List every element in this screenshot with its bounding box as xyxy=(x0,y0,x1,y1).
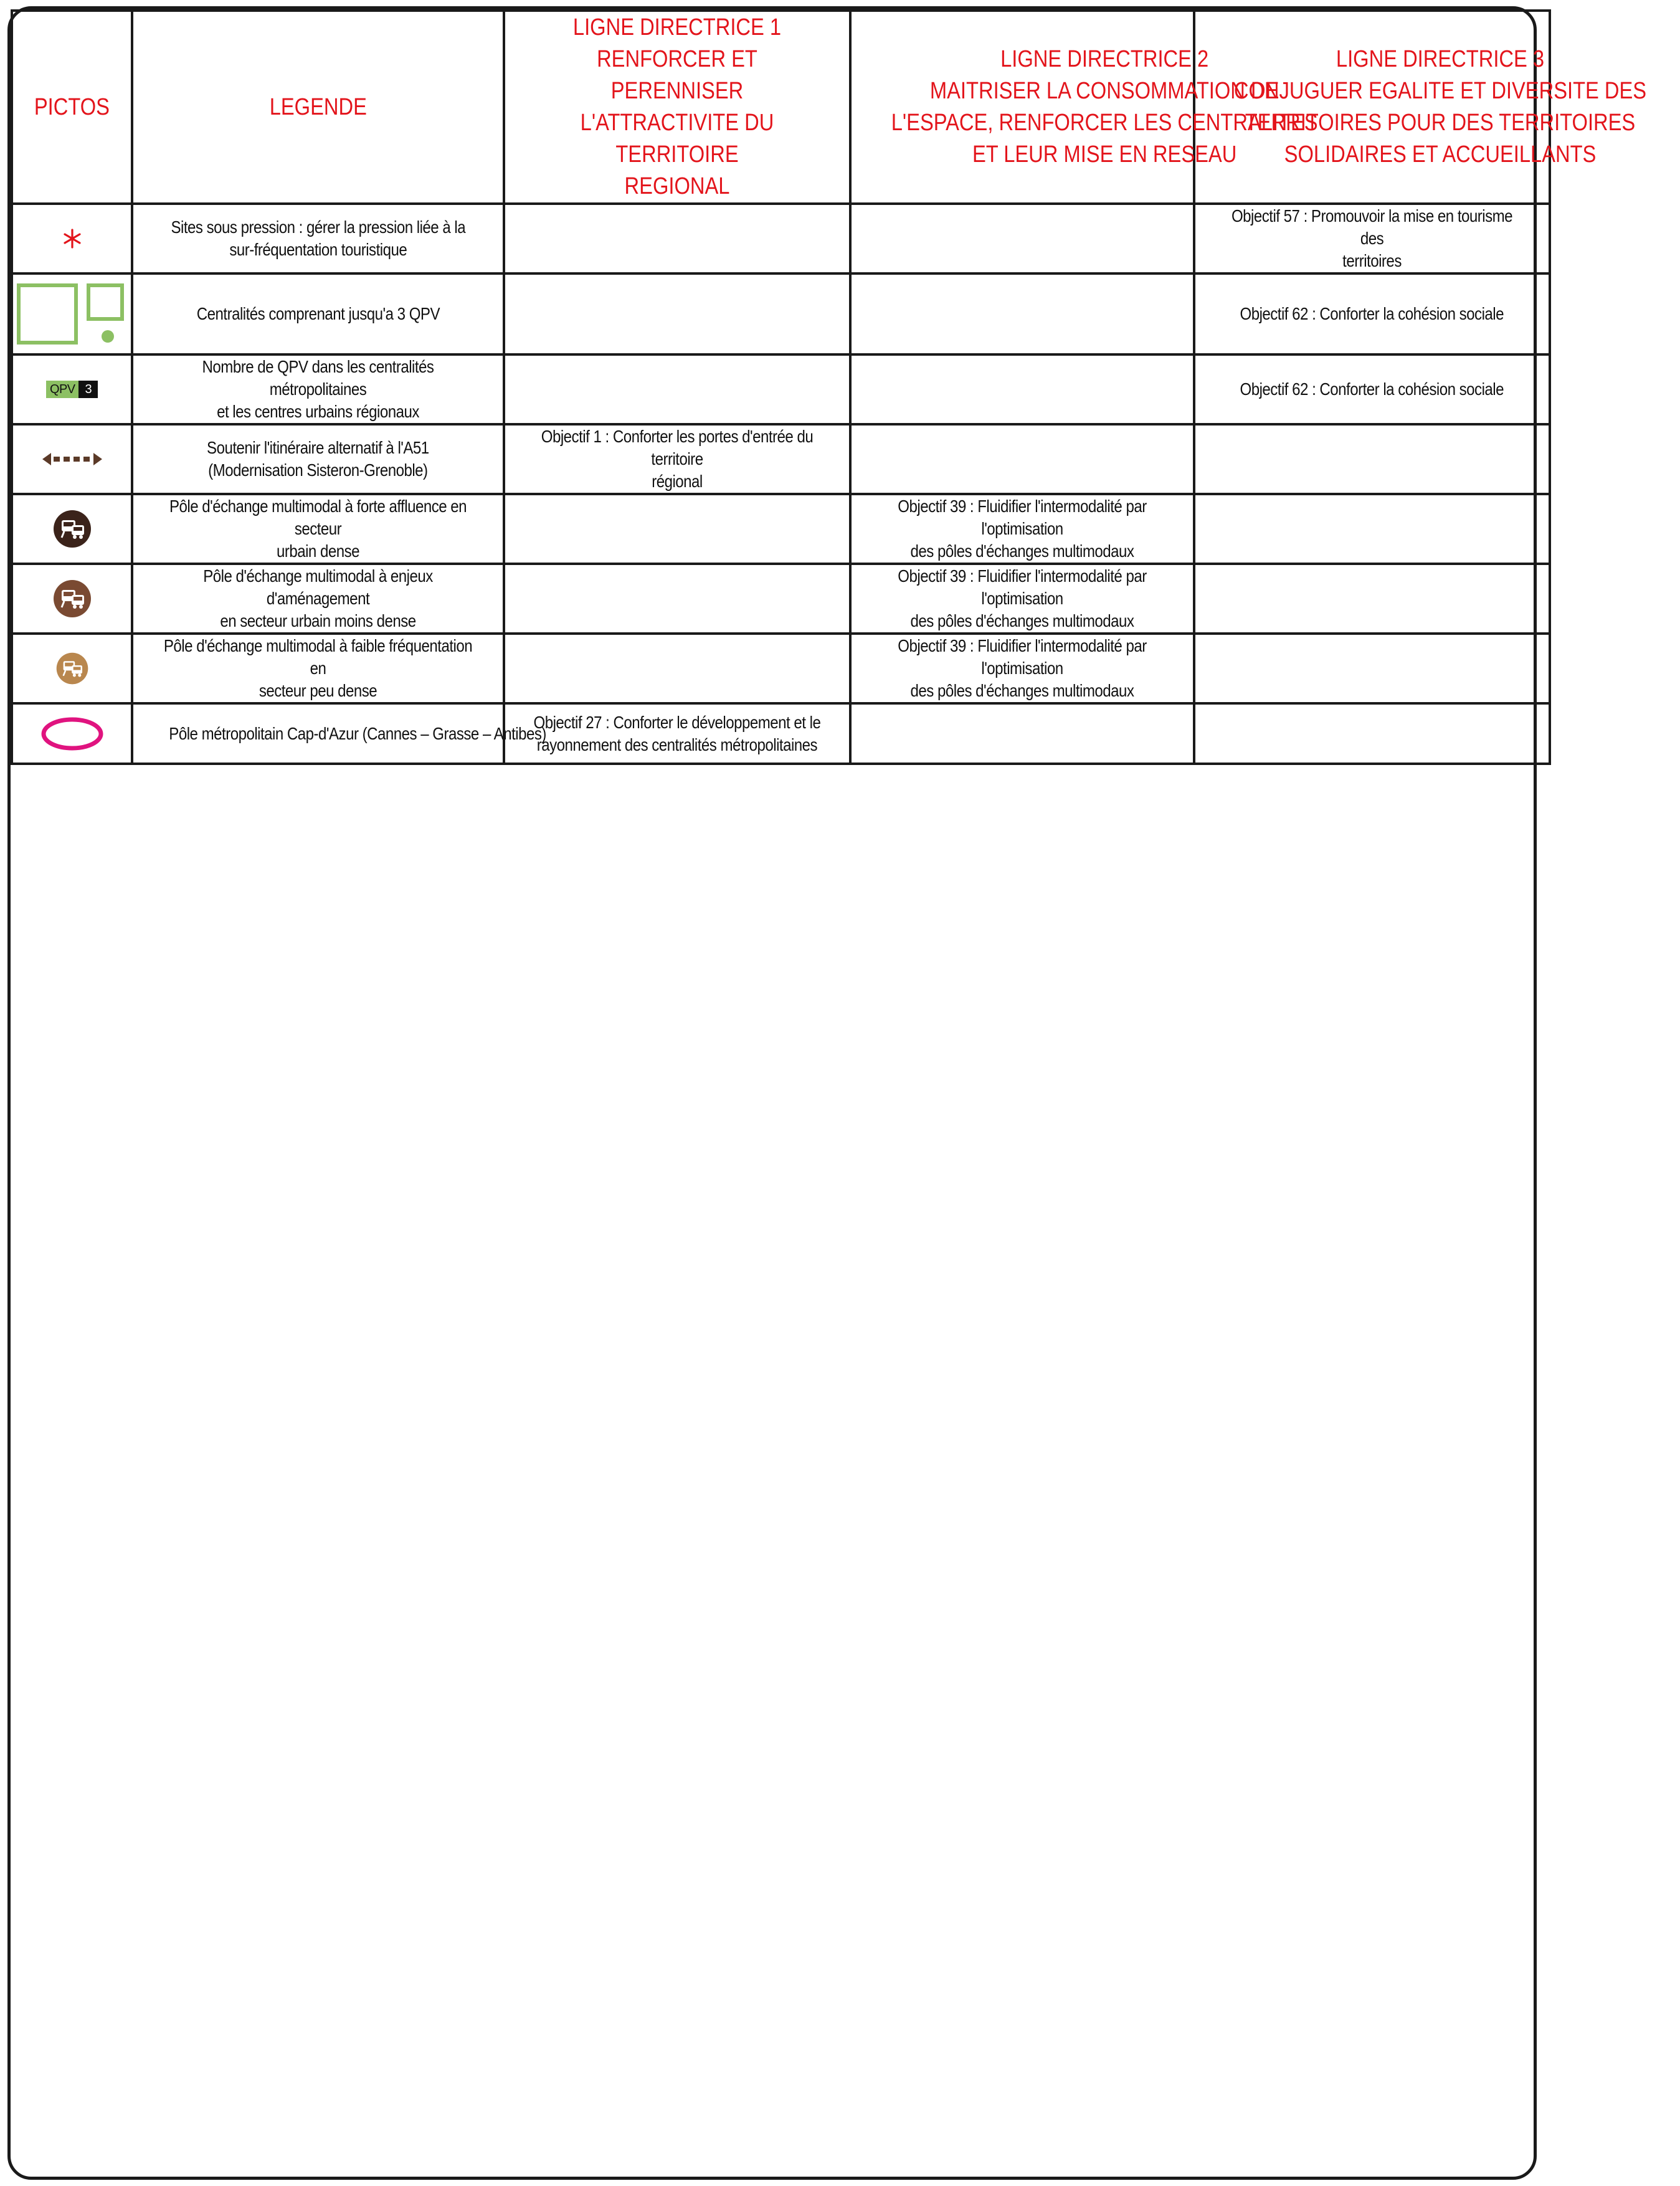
ld1-cell xyxy=(504,634,850,703)
picto-cell xyxy=(12,564,132,634)
ld3-cell xyxy=(1194,424,1550,494)
ld1-cell xyxy=(504,273,850,354)
legend-cell: Sites sous pression : gérer la pression liée à la sur-fréquentation touristique xyxy=(132,204,504,273)
table-row xyxy=(12,424,1550,494)
header-pictos: PICTOS xyxy=(12,11,132,204)
picto-cell xyxy=(12,204,132,273)
table-row xyxy=(12,273,1550,354)
table-row xyxy=(12,564,1550,634)
ld2-cell: Objectif 39 : Fluidifier l'intermodalité par l'optimisation des pôles d'échanges multimodaux xyxy=(850,634,1194,703)
legend-cell: Nombre de QPV dans les centralités métropolitaines et les centres urbains régionaux xyxy=(132,354,504,424)
picto-cell xyxy=(12,634,132,703)
ld3-cell: Objectif 62 : Conforter la cohésion sociale xyxy=(1194,354,1550,424)
ld1-cell xyxy=(504,564,850,634)
legend-cell: Pôle métropolitain Cap-d'Azur (Cannes – Grasse – Antibes) xyxy=(132,703,504,764)
picto-cell xyxy=(12,273,132,354)
picto-cell xyxy=(12,354,132,424)
header-ligne-directrice-2: LIGNE DIRECTRICE 2 MAITRISER LA CONSOMMATION DE L'ESPACE, RENFORCER LES CENTRALITES ET LEUR MISE EN RESEAU xyxy=(850,11,1194,204)
picto-cell xyxy=(12,494,132,564)
ld1-cell xyxy=(504,204,850,273)
ld2-cell xyxy=(850,703,1194,764)
legend-cell: Pôle d'échange multimodal à forte affluence en secteur urbain dense xyxy=(132,494,504,564)
ld2-cell xyxy=(850,273,1194,354)
picto-cell xyxy=(12,703,132,764)
header-legende: LEGENDE xyxy=(132,11,504,204)
ld3-cell xyxy=(1194,564,1550,634)
table-row xyxy=(12,204,1550,273)
ld3-cell: Objectif 57 : Promouvoir la mise en tourisme des territoires xyxy=(1194,204,1550,273)
transit-hub-light-icon xyxy=(18,652,126,685)
ld3-cell xyxy=(1194,703,1550,764)
ld2-cell xyxy=(850,424,1194,494)
table-row xyxy=(12,354,1550,424)
header-row xyxy=(12,11,1550,204)
legend-cell: Soutenir l'itinéraire alternatif à l'A51 (Modernisation Sisteron-Grenoble) xyxy=(132,424,504,494)
dashed-double-arrow-icon xyxy=(18,450,126,468)
ld1-cell: Objectif 1 : Conforter les portes d'entrée du territoire régional xyxy=(504,424,850,494)
ld1-cell xyxy=(504,354,850,424)
ld2-cell: Objectif 39 : Fluidifier l'intermodalité par l'optimisation des pôles d'échanges multimodaux xyxy=(850,564,1194,634)
legend-frame xyxy=(7,6,1647,2180)
ld3-cell: Objectif 62 : Conforter la cohésion sociale xyxy=(1194,273,1550,354)
header-ligne-directrice-3: LIGNE DIRECTRICE 3 CONJUGUER EGALITE ET DIVERSITE DES TERRITOIRES POUR DES TERRITOIRES SOLIDAIRES ET ACCUEILLANTS xyxy=(1194,11,1550,204)
pink-ellipse-icon xyxy=(18,715,126,753)
ld3-cell xyxy=(1194,494,1550,564)
ld3-cell xyxy=(1194,634,1550,703)
header-ligne-directrice-1: LIGNE DIRECTRICE 1 RENFORCER ET PERENNISER L'ATTRACTIVITE DU TERRITOIRE REGIONAL xyxy=(504,11,850,204)
red-asterisk-icon xyxy=(18,226,126,251)
legend-cell: Pôle d'échange multimodal à faible fréquentation en secteur peu dense xyxy=(132,634,504,703)
qpv-badge-label: QPV xyxy=(46,381,78,398)
ld2-cell xyxy=(850,354,1194,424)
legend-cell: Pôle d'échange multimodal à enjeux d'aménagement en secteur urbain moins dense xyxy=(132,564,504,634)
ld1-cell xyxy=(504,494,850,564)
table-row xyxy=(12,703,1550,764)
table-row xyxy=(12,634,1550,703)
legend-cell: Centralités comprenant jusqu'a 3 QPV xyxy=(132,273,504,354)
green-squares-centrality-icon xyxy=(13,279,131,349)
qpv-count-badge-icon xyxy=(18,381,126,398)
ld2-cell xyxy=(850,204,1194,273)
transit-hub-medium-icon xyxy=(18,579,126,619)
transit-hub-dark-icon xyxy=(18,509,126,549)
table-row xyxy=(12,494,1550,564)
ld2-cell: Objectif 39 : Fluidifier l'intermodalité par l'optimisation des pôles d'échanges multimodaux xyxy=(850,494,1194,564)
legend-table xyxy=(11,9,1647,765)
ld1-cell: Objectif 27 : Conforter le développement et le rayonnement des centralités métropolitaines xyxy=(504,703,850,764)
qpv-badge-count: 3 xyxy=(78,381,98,398)
picto-cell xyxy=(12,424,132,494)
